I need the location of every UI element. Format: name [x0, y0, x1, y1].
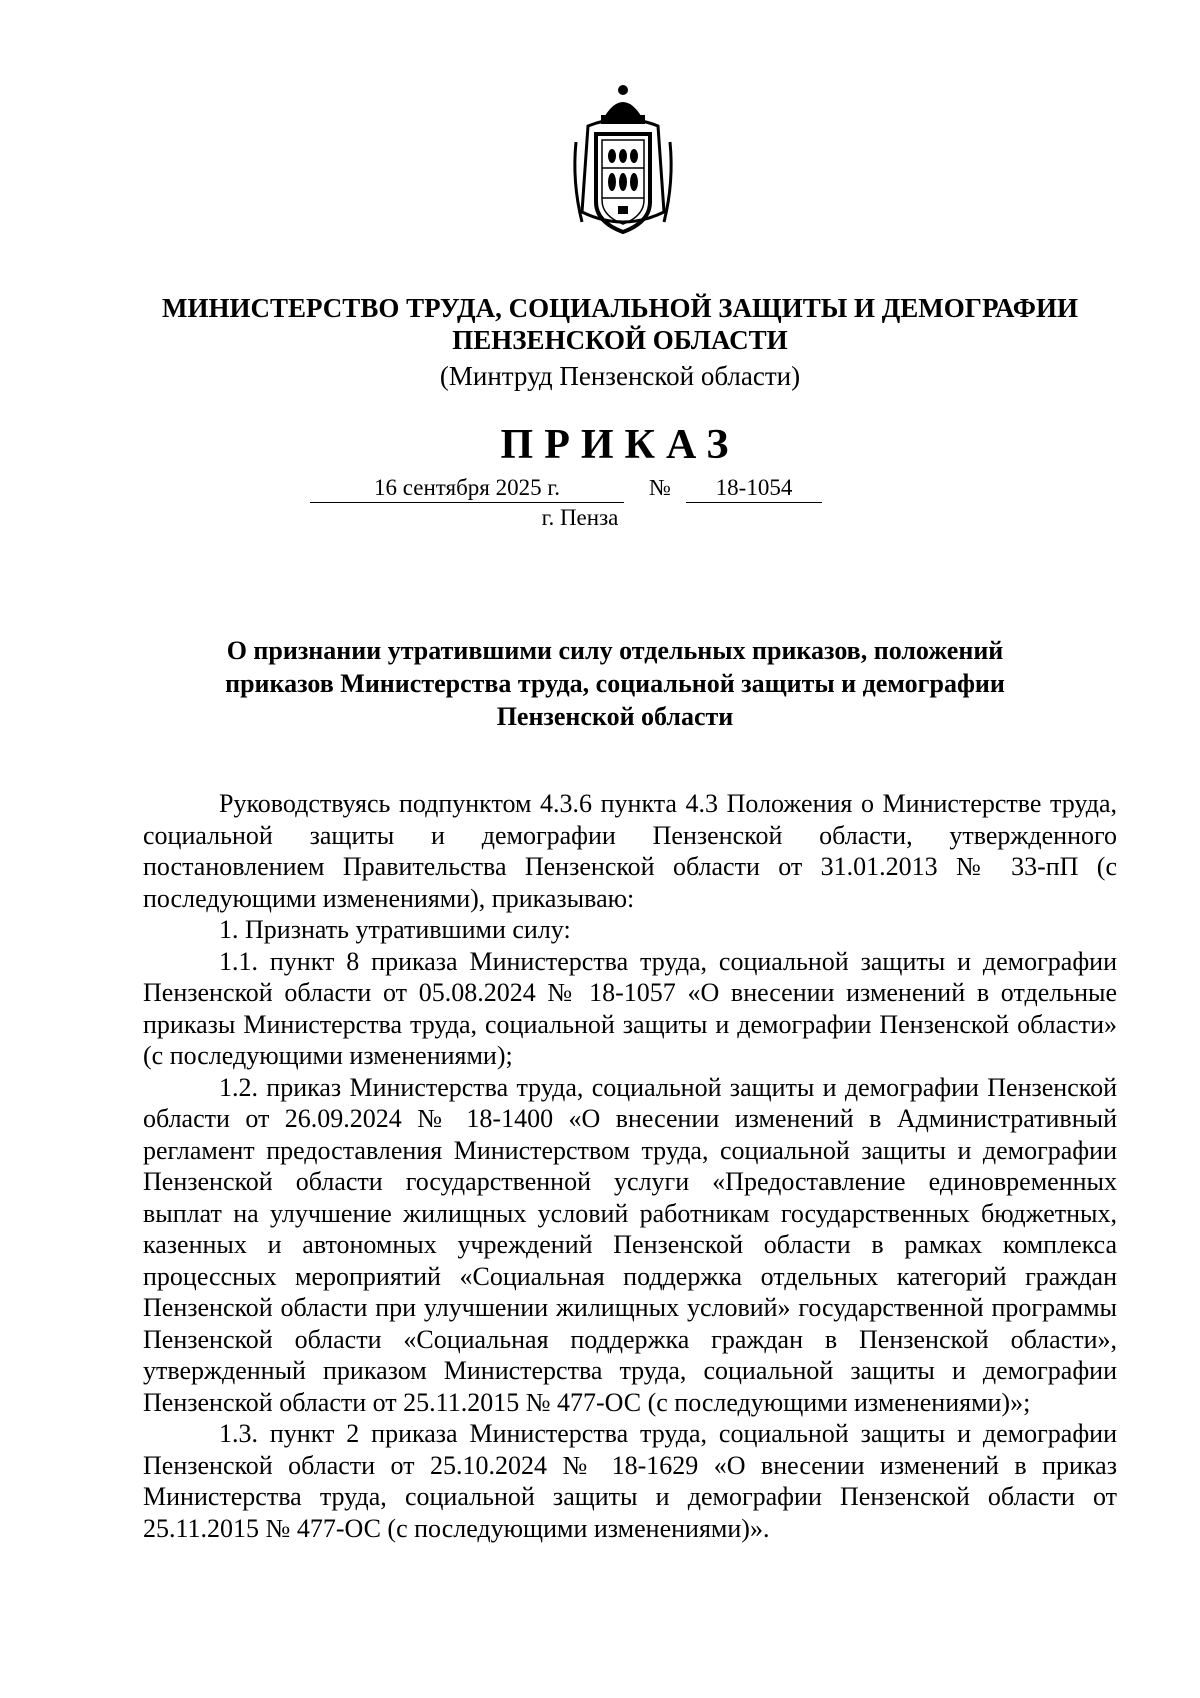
order-number: 18-1054 [715, 475, 793, 500]
order-title: ПРИКАЗ [500, 422, 740, 468]
ministry-name [100, 292, 1140, 356]
ministry-name-line2: ПЕНЗЕНСКОЙ ОБЛАСТИ [452, 325, 788, 355]
body-paragraph: 1.2. приказ Министерства труда, социальной защиты и демографии Пензенской области от 26.09.2024 № 18-1400 «О внесении изменений в Административный регламент предоставления Министерством труда, социальной защиты и демографии Пензенской области государственной услуги «Предоставление единовременных выплат на улучшение жилищных условий работникам государственных бюджетных, казенных и автономных учреждений Пензенской области в рамках комплекса процессных мероприятий «Социальная поддержка отдельных категорий граждан Пензенской области при улучшении жилищных условий» государственной программы Пензенской области «Социальная поддержка граждан в Пензенской области», утвержденный приказом Министерства труда, социальной защиты и демографии Пензенской области от 25.11.2015 № 477-ОС (с последующими изменениями)»; [143, 1072, 1117, 1417]
order-date: 16 сентября 2025 г. [374, 475, 560, 500]
order-subject-line2: приказов Министерства труда, социальной защиты и демографии [225, 669, 1005, 698]
body-paragraph: Руководствуясь подпунктом 4.3.6 пункта 4.3 Положения о Министерстве труда, социальной защиты и демографии Пензенской области, утвержденного постановлением Правительства Пензенской области от 31.01.2013 № 33-пП (с последующими изменениями), приказываю: [143, 789, 1117, 913]
order-body [143, 788, 1117, 1544]
number-sign: № [649, 475, 671, 500]
ministry-short-name: (Минтруд Пензенской области) [439, 361, 801, 391]
coat-of-arms-icon [568, 82, 678, 248]
body-paragraph: 1.3. пункт 2 приказа Министерства труда, социальной защиты и демографии Пензенской области от 25.10.2024 № 18-1629 «О внесении изменений в приказ Министерства труда, социальной защиты и демографии Пензенской области от 25.11.2015 № 477-ОС (с последующими изменениями)». [143, 1419, 1117, 1543]
order-city: г. Пенза [541, 505, 619, 530]
ministry-name-line1: МИНИСТЕРСТВО ТРУДА, СОЦИАЛЬНОЙ ЗАЩИТЫ И ДЕМОГРАФИИ [161, 293, 1078, 323]
date-underline [310, 502, 624, 503]
order-subject-line1: О признании утратившими силу отдельных приказов, положений [226, 636, 1004, 665]
body-paragraph: 1.1. пункт 8 приказа Министерства труда, социальной защиты и демографии Пензенской области от 05.08.2024 № 18-1057 «О внесении изменений в отдельные приказы Министерства труда, социальной защиты и демографии Пензенской области» (с последующими изменениями); [143, 946, 1117, 1070]
number-underline [686, 502, 822, 503]
order-subject-line3: Пензенской области [496, 702, 734, 731]
body-paragraph: 1. Признать утратившими силу: [219, 915, 571, 944]
order-subject [180, 634, 1050, 733]
